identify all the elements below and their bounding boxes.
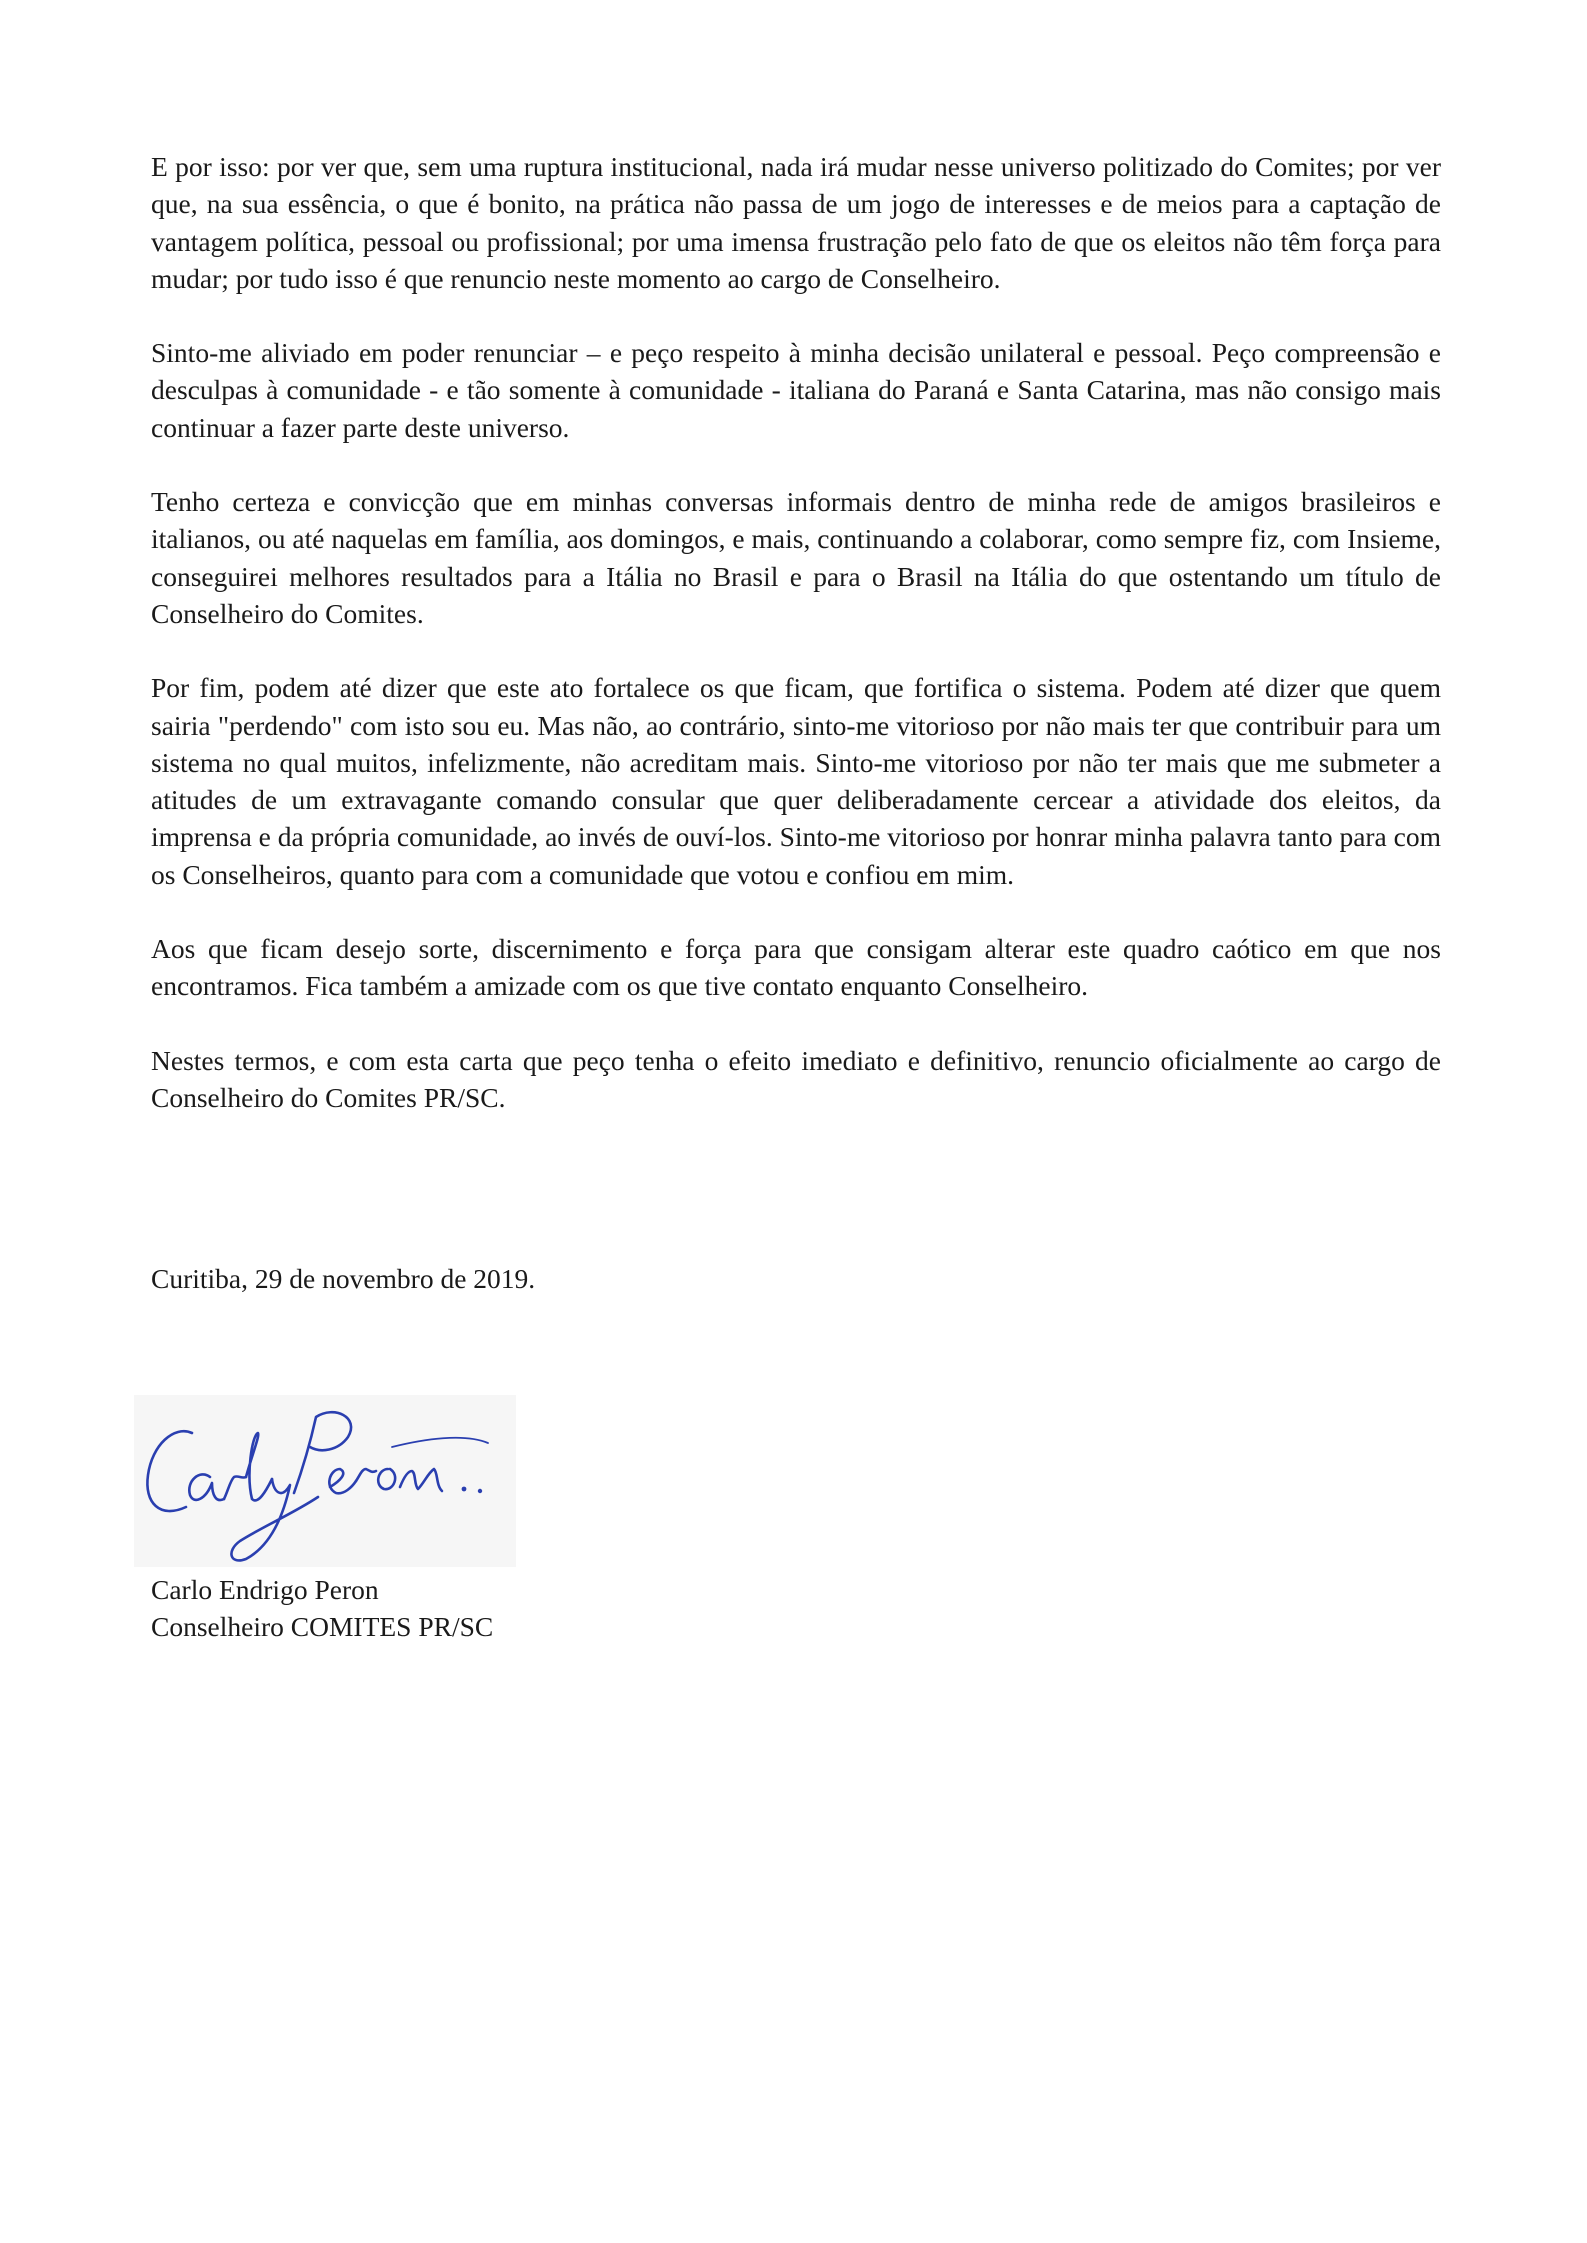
paragraph-1: E por isso: por ver que, sem uma ruptura institucional, nada irá mudar nesse universo politizado do Comites; por ver que, na sua essência, o que é bonito, na prática não passa de um jogo de interesses e de meios para a captação de vantagem política, pessoal ou profissional; por uma imensa frustração pelo fato de que os eleitos não têm força para mudar; por tudo isso é que renuncio neste momento ao cargo de Conselheiro. bbox=[151, 151, 1441, 294]
letter-body bbox=[151, 148, 1441, 1153]
paragraph-5: Aos que ficam desejo sorte, discernimento e força para que consigam alterar este quadro caótico em que nos encontramos. Fica também a amizade com os que tive contato enquanto Conselheiro. bbox=[151, 933, 1441, 1002]
signer-block bbox=[151, 1571, 493, 1645]
paragraph-6: Nestes termos, e com esta carta que peço tenha o efeito imediato e definitivo, renuncio oficialmente ao cargo de Conselheiro do Comites PR/SC. bbox=[151, 1044, 1441, 1113]
paragraph-2: Sinto-me aliviado em poder renunciar – e peço respeito à minha decisão unilateral e pessoal. Peço compreensão e desculpas à comunidade - e tão somente à comunidade - italiana do Paraná e Santa Catarina, mas não consigo mais continuar a fazer parte deste universo. bbox=[151, 337, 1441, 443]
paragraph-4: Por fim, podem até dizer que este ato fortalece os que ficam, que fortifica o sistema. Podem até dizer que quem sairia "perdendo" com isto sou eu. Mas não, ao contrário, sinto-me vitorioso por não mais ter que contribuir para um sistema no qual muitos, infelizmente, não acreditam mais. Sinto-me vitorioso por não ter mais que me submeter a atitudes de um extravagante comando consular que quer deliberadamente cercear a atividade dos eleitos, da imprensa e da própria comunidade, ao invés de ouví-los. Sinto-me vitorioso por honrar minha palavra tanto para com os Conselheiros, quanto para com a comunidade que votou e confiou em mim. bbox=[151, 672, 1441, 890]
date-line: Curitiba, 29 de novembro de 2019. bbox=[151, 1263, 536, 1294]
paragraph-3: Tenho certeza e convicção que em minhas conversas informais dentro de minha rede de amigos brasileiros e italianos, ou até naquelas em família, aos domingos, e mais, continuando a colaborar, como sempre fiz, com Insieme, conseguirei melhores resultados para a Itália no Brasil e para o Brasil na Itália do que ostentando um título de Conselheiro do Comites. bbox=[151, 486, 1441, 629]
signer-title: Conselheiro COMITES PR/SC bbox=[151, 1611, 494, 1642]
signer-name: Carlo Endrigo Peron bbox=[151, 1574, 379, 1605]
handwritten-signature bbox=[134, 1395, 516, 1567]
